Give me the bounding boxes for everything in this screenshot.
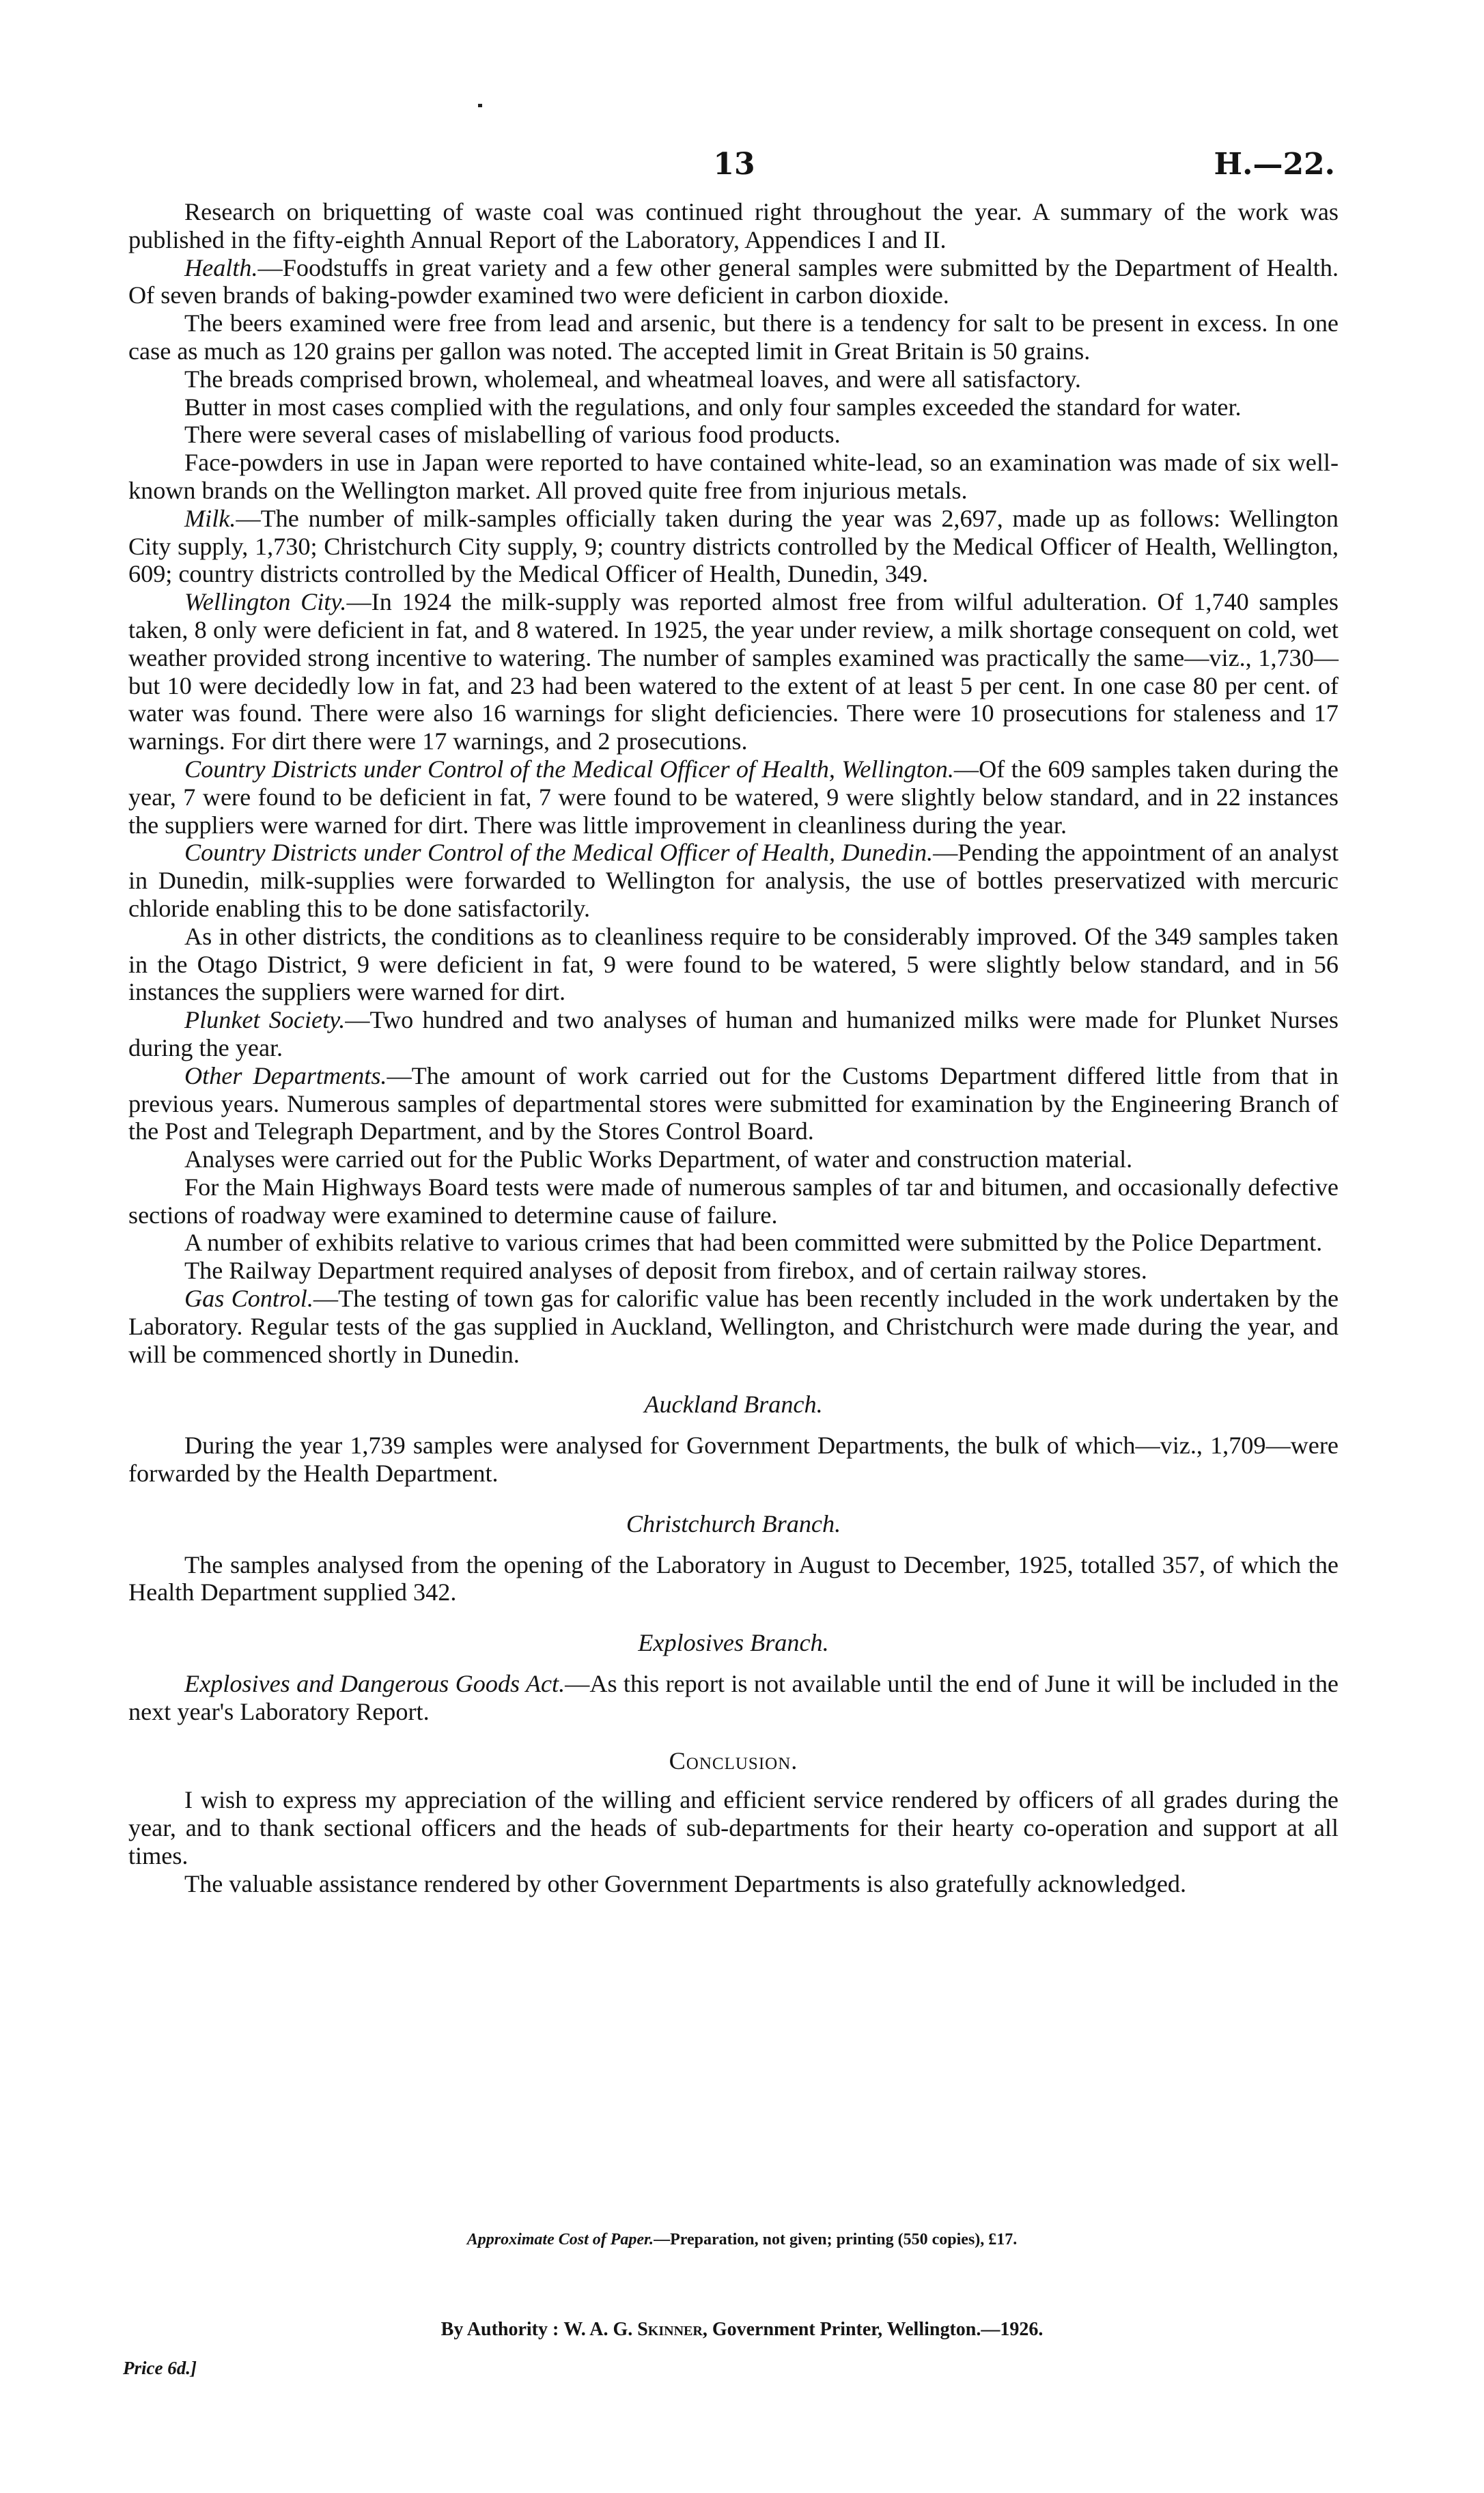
section-heading-conclusion: Conclusion. bbox=[669, 1746, 798, 1774]
section-heading-christchurch: Christchurch Branch. bbox=[626, 1509, 841, 1537]
paragraph-lead: Plunket Society. bbox=[184, 1006, 346, 1034]
paragraph-lead: Milk. bbox=[184, 504, 236, 532]
paragraph-lead: Country Districts under Control of the Medical Officer of Health, Dunedin. bbox=[184, 839, 934, 867]
paragraph-explosives: Explosives and Dangerous Goods Act.—As this report is not available until the end of June it will be included in the next year's Laboratory Report. bbox=[128, 1670, 1339, 1725]
paragraph: As in other districts, the conditions as to cleanliness require to be considerably improved. Of the 349 samples taken in the Otago District, 9 were deficient in fat, 9 were found to be watered, 5 were slightly below standard, and in 56 instances the suppliers were warned for dirt. bbox=[128, 922, 1339, 1006]
stray-mark bbox=[478, 104, 482, 107]
cost-lead: Approximate Cost of Paper. bbox=[466, 2231, 654, 2248]
paragraph: Butter in most cases complied with the regulations, and only four samples exceeded the standard for water. bbox=[184, 393, 1242, 421]
paragraph-gas-control: Gas Control.—The testing of town gas for calorific value has been recently included in the work undertaken by the Laboratory. Regular tests of the gas supplied in Auckland, Wellington, and Christchurch were made during the year, and will be commenced shortly in Dunedin. bbox=[128, 1285, 1339, 1368]
paragraph: The breads comprised brown, wholemeal, and wheatmeal loaves, and were all satisfactory. bbox=[184, 365, 1081, 393]
paragraph-conclusion: I wish to express my appreciation of the willing and efficient service rendered by officers of all grades during the year, and to thank sectional officers and the heads of sub-departments for their hearty co-operation and support at all times. bbox=[128, 1786, 1339, 1870]
printer-imprint bbox=[0, 2319, 1484, 2341]
paragraph-lead: Gas Control. bbox=[184, 1285, 313, 1313]
paragraph-other-departments: Other Departments.—The amount of work carried out for the Customs Department differed little from that in previous years. Numerous samples of departmental stores were submitted for examination by the Engineering Branch of the Post and Telegraph Department, and by the Stores Control Board. bbox=[128, 1061, 1339, 1145]
authority-lead: By Authority : bbox=[440, 2319, 559, 2340]
paragraph: Analyses were carried out for the Public Works Department, of water and construction material. bbox=[184, 1145, 1133, 1173]
paragraph-country-wellington: Country Districts under Control of the Medical Officer of Health, Wellington.—Of the 609 samples taken during the year, 7 were found to be deficient in fat, 7 were found to be watered, 9 were slightly below standard, and in 22 instances the suppliers were warned for dirt. There was little improvement in cleanliness during the year. bbox=[128, 755, 1339, 839]
paragraph: A number of exhibits relative to various crimes that had been committed were submitted by the Police Department. bbox=[184, 1229, 1323, 1257]
report-body bbox=[128, 198, 1339, 1898]
section-heading-auckland: Auckland Branch. bbox=[644, 1391, 823, 1419]
paragraph-conclusion: The valuable assistance rendered by other Government Departments is also gratefully acknowledged. bbox=[184, 1869, 1187, 1897]
paragraph: There were several cases of mislabelling of various food products. bbox=[184, 421, 841, 449]
paragraph-plunket: Plunket Society.—Two hundred and two analyses of human and humanized milks were made for Plunket Nurses during the year. bbox=[128, 1006, 1339, 1061]
cost-text: —Preparation, not given; printing (550 copies), £17. bbox=[654, 2231, 1018, 2248]
paragraph-health: Health.—Foodstuffs in great variety and a few other general samples were submitted by the Department of Health. Of seven brands of baking-powder examined two were deficient in carbon dioxide. bbox=[128, 253, 1339, 309]
paragraph-milk: Milk.—The number of milk-samples officially taken during the year was 2,697, made up as follows: Wellington City supply, 1,730; Christchurch City supply, 9; country districts controlled by the Medical Officer of Health, Wellington, 609; country districts controlled by the Medical Officer of Health, Dunedin, 349. bbox=[128, 504, 1339, 588]
page-header bbox=[133, 147, 1335, 188]
paragraph: The beers examined were free from lead and arsenic, but there is a tendency for salt to be present in excess. In one case as much as 120 grains per gallon was noted. The accepted limit in Great Britain is 50 grains. bbox=[128, 309, 1339, 365]
paragraph-lead: Country Districts under Control of the Medical Officer of Health, Wellington. bbox=[184, 755, 954, 783]
paragraph-lead: Other Departments. bbox=[184, 1061, 387, 1089]
paragraph-lead: Explosives and Dangerous Goods Act. bbox=[184, 1670, 565, 1698]
paragraph: Research on briquetting of waste coal was continued right throughout the year. A summary of the work was published in the fifty-eighth Annual Report of the Laboratory, Appendices I and II. bbox=[128, 198, 1339, 253]
price-note: Price 6d.] bbox=[123, 2358, 197, 2378]
paragraph-country-dunedin: Country Districts under Control of the Medical Officer of Health, Dunedin.—Pending the appointment of an analyst in Dunedin, milk-supplies were forwarded to Wellington for analysis, the use of bottles preservatized with mercuric chloride enabling this to be done satisfactorily. bbox=[128, 839, 1339, 922]
cost-of-paper-note bbox=[0, 2231, 1484, 2249]
paragraph-lead: Health. bbox=[184, 253, 258, 281]
printer-name: W. A. G. Skinner bbox=[563, 2319, 703, 2340]
paragraph-auckland: During the year 1,739 samples were analysed for Government Departments, the bulk of which—viz., 1,709—were forwarded by the Health Department. bbox=[128, 1432, 1339, 1488]
paragraph-christchurch: The samples analysed from the opening of the Laboratory in August to December, 1925, totalled 357, of which the Health Department supplied 342. bbox=[128, 1550, 1339, 1606]
paragraph-wellington-city: Wellington City.—In 1924 the milk-supply was reported almost free from wilful adulteration. Of 1,740 samples taken, 8 only were deficient in fat, and 8 watered. In 1925, the year under review, a milk shortage consequent on cold, wet weather provided strong incentive to watering. The number of samples examined was practically the same—viz., 1,730—but 10 were decidedly low in fat, and 23 had been watered to the extent of at least 5 per cent. In one case 80 per cent. of water was found. There were also 16 warnings for slight deficiencies. There were 10 prosecutions for staleness and 17 warnings. For dirt there were 17 warnings, and 2 prosecutions. bbox=[128, 588, 1339, 755]
paragraph-lead: Wellington City. bbox=[184, 588, 347, 616]
paragraph: The Railway Department required analyses of deposit from firebox, and of certain railway stores. bbox=[184, 1257, 1147, 1285]
document-reference: H.—22. bbox=[1214, 147, 1335, 182]
section-heading-explosives: Explosives Branch. bbox=[638, 1629, 829, 1657]
page-number: 13 bbox=[713, 147, 755, 182]
paragraph: Face-powders in use in Japan were reported to have contained white-lead, so an examination was made of six well-known brands on the Wellington market. All proved quite free from injurious metals. bbox=[128, 449, 1339, 504]
authority-tail: , Government Printer, Wellington.—1926. bbox=[702, 2319, 1044, 2340]
paragraph: For the Main Highways Board tests were made of numerous samples of tar and bitumen, and occasionally defective sections of roadway were examined to determine cause of failure. bbox=[128, 1173, 1339, 1229]
